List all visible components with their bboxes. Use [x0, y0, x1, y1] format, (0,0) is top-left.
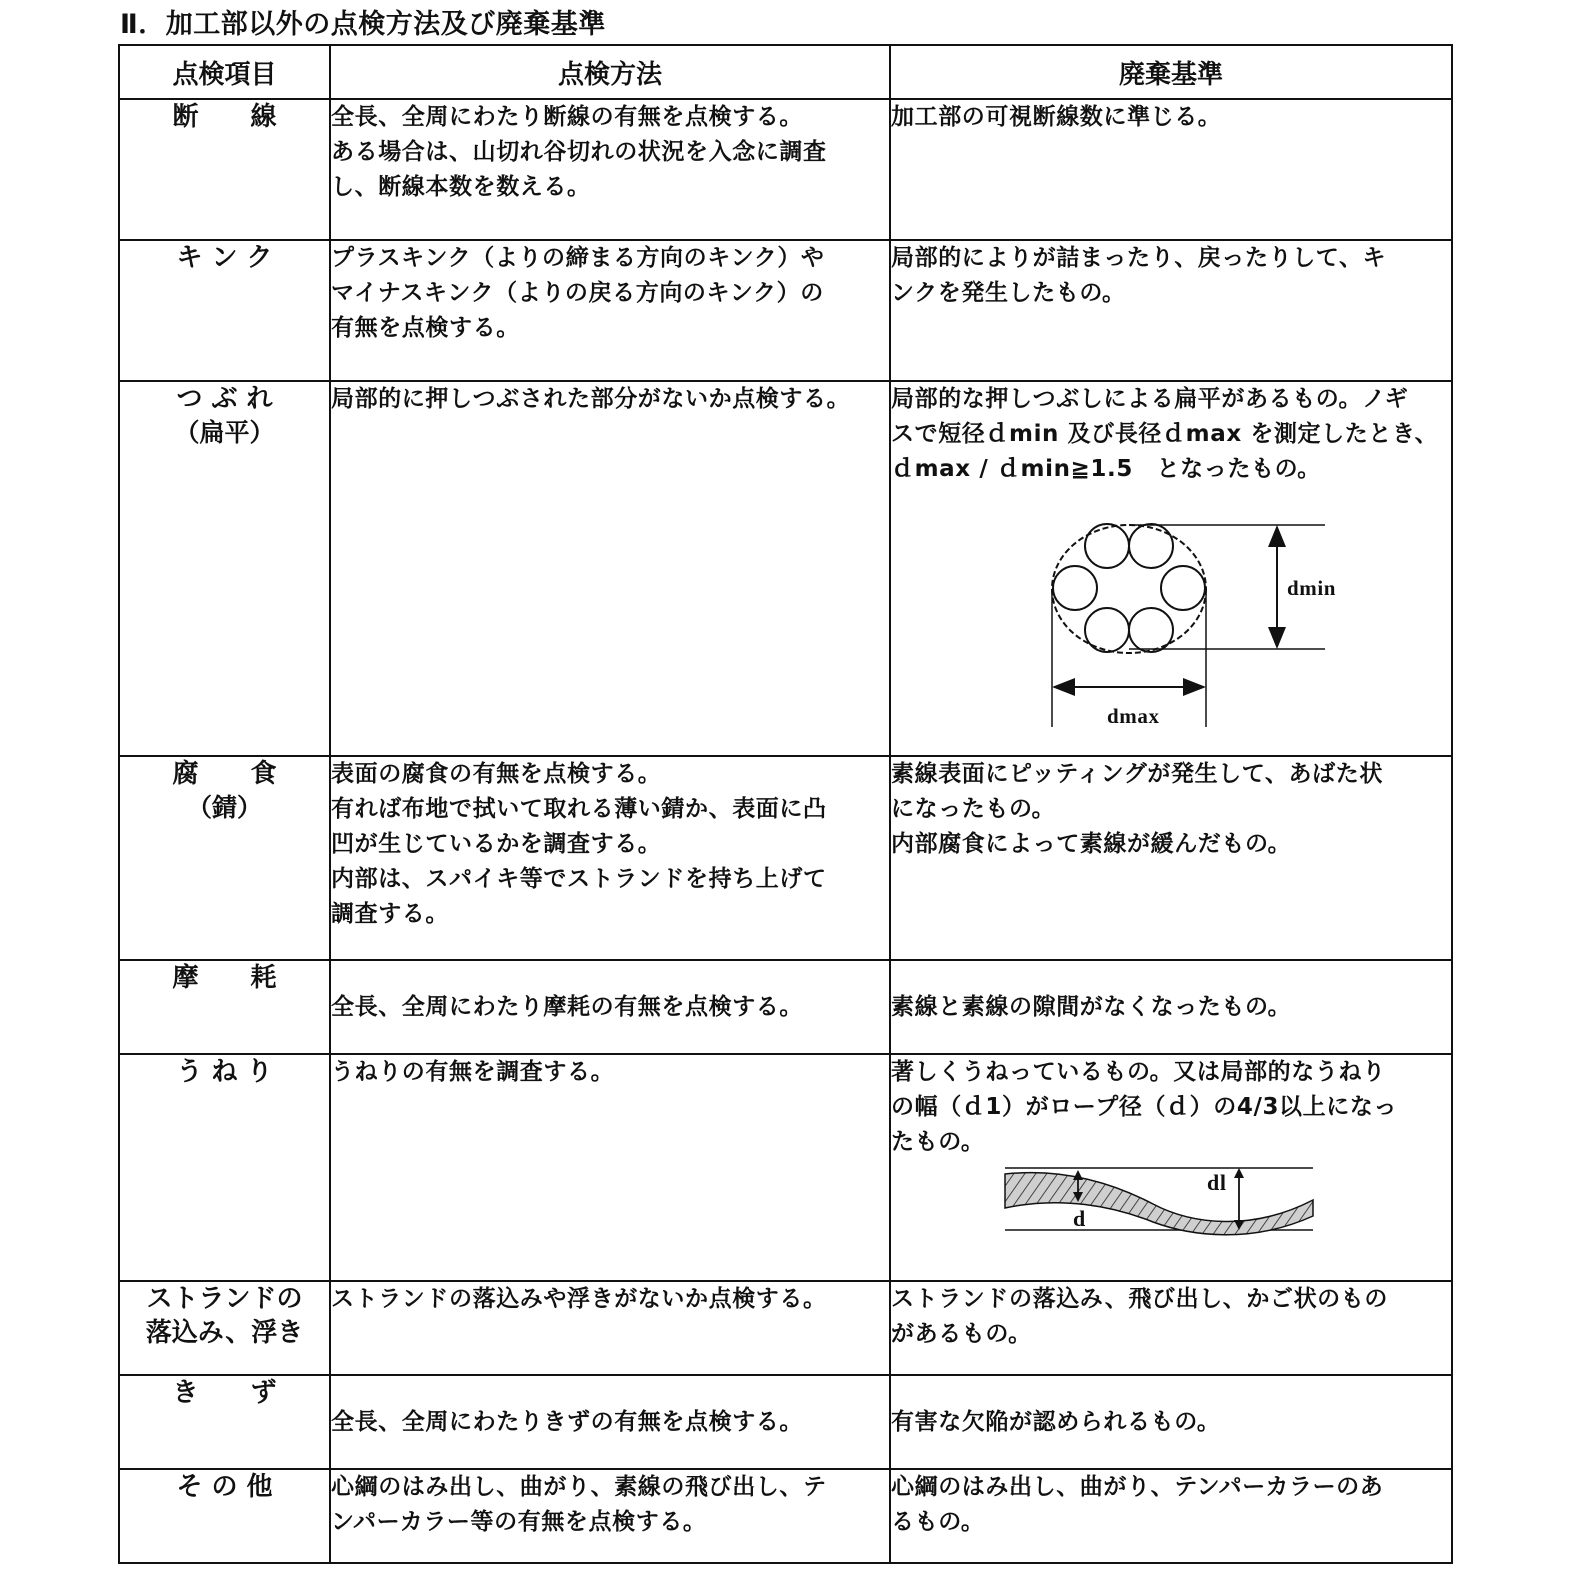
criteria-line: 局部的によりが詰まったり、戻ったりして、キ [891, 245, 1387, 271]
table-row [119, 381, 1452, 756]
item-cell [119, 1469, 330, 1563]
method-cell [330, 381, 890, 756]
item-label: キ ン ク [176, 243, 273, 273]
method-line: 調査する。 [331, 901, 449, 927]
flattening-diagram [891, 487, 1431, 727]
method-line: うねりの有無を調査する。 [331, 1059, 615, 1085]
item-label: 断 線 [172, 102, 277, 132]
method-cell [330, 1281, 890, 1375]
method-line: 有無を点検する。 [331, 315, 520, 341]
d1-arrow-head-up [1234, 1168, 1244, 1178]
dmax-label: dmax [1107, 704, 1160, 727]
criteria-cell [890, 756, 1452, 960]
method-cell [330, 1375, 890, 1469]
criteria-line: ｄmax / ｄmin≧1.5 となったもの。 [891, 456, 1321, 482]
method-line: し、断線本数を数える。 [331, 174, 591, 200]
method-line: 表面の腐食の有無を点検する。 [331, 761, 662, 787]
item-label: う ね り [176, 1057, 273, 1087]
dmax-arrow-head-right [1183, 678, 1206, 696]
criteria-cell [890, 1375, 1452, 1469]
table-row [119, 1469, 1452, 1563]
strand-circle [1085, 608, 1129, 652]
item-label: 摩 耗 [172, 963, 277, 993]
header-criteria: 廃棄基準 [890, 45, 1452, 99]
method-line: 内部は、スパイキ等でストランドを持ち上げて [331, 866, 827, 892]
method-cell [330, 960, 890, 1054]
table-row [119, 240, 1452, 381]
item-label: つ ぶ れ [176, 384, 273, 414]
item-cell [119, 240, 330, 381]
strand-circle [1129, 608, 1173, 652]
table-row [119, 960, 1452, 1054]
item-sublabel: （扁平） [174, 418, 275, 447]
method-cell [330, 756, 890, 960]
item-label: 腐 食 [172, 759, 277, 789]
criteria-line: スで短径ｄmin 及び長径ｄmax を測定したとき、 [891, 421, 1439, 447]
table-row [119, 1054, 1452, 1281]
header-method: 点検方法 [330, 45, 890, 99]
strand-circle [1085, 524, 1129, 568]
page-title: Ⅱ．加工部以外の点検方法及び廃棄基準 [120, 9, 606, 40]
criteria-line: 局部的な押しつぶしによる扁平があるもの。ノギ [891, 386, 1409, 412]
item-label-line2: 落込み、浮き [145, 1318, 304, 1348]
criteria-line: 著しくうねっているもの。又は局部的なうねり [891, 1059, 1386, 1085]
item-label: そ の 他 [176, 1472, 273, 1502]
dmin-arrow-head-down [1268, 627, 1286, 649]
criteria-line: 加工部の可視断線数に準じる。 [891, 104, 1222, 130]
table-row [119, 756, 1452, 960]
criteria-line: になったもの。 [891, 796, 1056, 822]
criteria-line: 素線と素線の隙間がなくなったもの。 [891, 993, 1292, 1020]
criteria-cell [890, 99, 1452, 240]
criteria-cell [890, 240, 1452, 381]
method-line: 凹が生じているかを調査する。 [331, 831, 662, 857]
item-label: き ず [172, 1378, 277, 1408]
item-cell [119, 1281, 330, 1375]
criteria-line: たもの。 [891, 1129, 985, 1155]
item-cell [119, 1375, 330, 1469]
d1-label: dl [1207, 1170, 1227, 1195]
method-line: 心綱のはみ出し、曲がり、素線の飛び出し、テ [331, 1474, 827, 1500]
d-arrow-head-up [1073, 1170, 1083, 1180]
d-label: d [1073, 1206, 1086, 1231]
strand-circle [1161, 566, 1205, 610]
method-line: 局部的に押しつぶされた部分がないか点検する。 [331, 386, 851, 412]
criteria-cell [890, 960, 1452, 1054]
item-sublabel: （錆） [186, 793, 262, 822]
waviness-diagram [891, 1160, 1431, 1238]
method-line: 全長、全周にわたり断線の有無を点検する。 [331, 104, 803, 130]
criteria-line: ンクを発生したもの。 [891, 280, 1126, 306]
criteria-line: の幅（ｄ1）がロープ径（ｄ）の4/3以上になっ [891, 1094, 1398, 1120]
criteria-cell [890, 1469, 1452, 1563]
item-cell [119, 960, 330, 1054]
criteria-cell [890, 381, 1452, 756]
criteria-line: 有害な欠陥が認められるもの。 [891, 1408, 1221, 1435]
method-line: プラスキンク（よりの締まる方向のキンク）や [331, 245, 825, 271]
inspection-table [118, 44, 1453, 1564]
method-line: 有れば布地で拭いて取れる薄い錆か、表面に凸 [331, 796, 827, 822]
strand-circle [1129, 524, 1173, 568]
criteria-line: 内部腐食によって素線が緩んだもの。 [891, 831, 1292, 857]
method-line: 全長、全周にわたり摩耗の有無を点検する。 [331, 993, 803, 1020]
header-item: 点検項目 [119, 45, 330, 99]
method-line: マイナスキンク（よりの戻る方向のキンク）の [331, 280, 824, 306]
method-line: ある場合は、山切れ谷切れの状況を入念に調査 [331, 139, 827, 165]
method-cell [330, 99, 890, 240]
criteria-line: 素線表面にピッティングが発生して、あばた状 [891, 761, 1383, 787]
dmax-arrow-head-left [1052, 678, 1075, 696]
table-row [119, 1375, 1452, 1469]
criteria-cell [890, 1281, 1452, 1375]
method-cell [330, 1469, 890, 1563]
table-row [119, 99, 1452, 240]
method-line: ンパーカラー等の有無を点検する。 [331, 1509, 707, 1535]
criteria-line: るもの。 [891, 1509, 985, 1535]
method-cell [330, 1054, 890, 1281]
criteria-line: があるもの。 [891, 1321, 1032, 1347]
method-line: ストランドの落込みや浮きがないか点検する。 [331, 1286, 827, 1312]
method-cell [330, 240, 890, 381]
criteria-line: 心綱のはみ出し、曲がり、テンパーカラーのあ [891, 1474, 1384, 1500]
dmin-label: dmin [1287, 576, 1337, 600]
dmin-arrow-head-up [1268, 525, 1286, 547]
item-cell [119, 756, 330, 960]
criteria-line: ストランドの落込み、飛び出し、かご状のもの [891, 1286, 1388, 1312]
item-cell [119, 381, 330, 756]
wavy-rope [1005, 1173, 1313, 1235]
strand-circle [1053, 566, 1097, 610]
criteria-cell [890, 1054, 1452, 1281]
item-cell [119, 99, 330, 240]
header-row [119, 45, 1452, 99]
item-label: ストランドの [146, 1284, 303, 1314]
method-line: 全長、全周にわたりきずの有無を点検する。 [331, 1408, 803, 1435]
table-row [119, 1281, 1452, 1375]
item-cell [119, 1054, 330, 1281]
